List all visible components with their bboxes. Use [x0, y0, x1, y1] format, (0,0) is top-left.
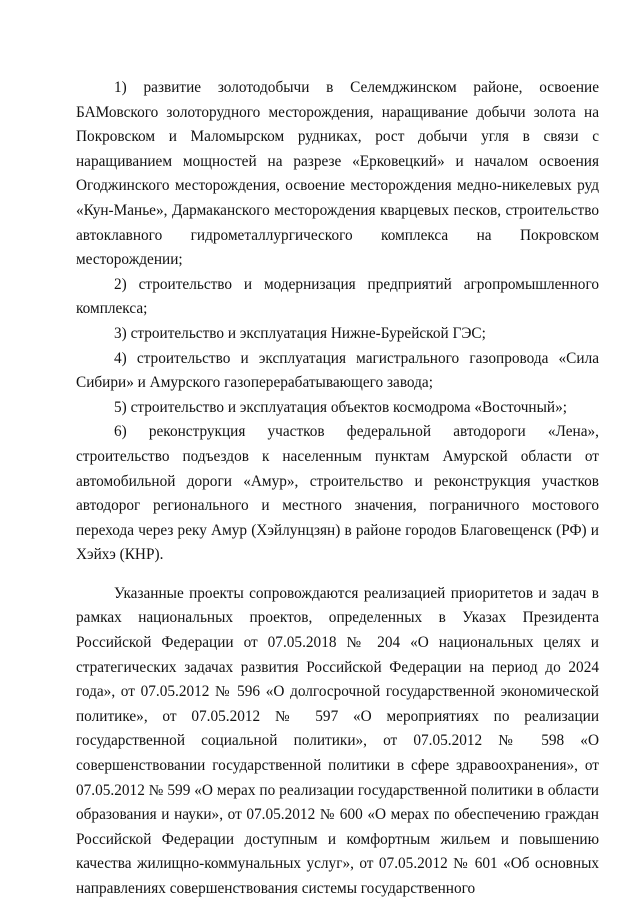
list-item-cosmodrome: 5) строительство и эксплуатация объектов космодрома «Восточный»;	[114, 398, 567, 416]
document-body	[76, 76, 599, 902]
list-item-hydro-power-plant: 3) строительство и эксплуатация Нижне-Бурейской ГЭС;	[114, 324, 486, 342]
list-item-agro-industry: 2) строительство и модернизация предприятий агропромышленного комплекса;	[76, 275, 599, 318]
paragraph-national-projects: Указанные проекты сопровождаются реализацией приоритетов и задач в рамках национальных проектов, определенных в Указах Президента Российской Федерации от 07.05.2018 № 204 «О национальных целях и стратегических задачах развития Российской Федерации на период до 2024 года», от 07.05.2012 № 596 «О долгосрочной государственной экономической политике», от 07.05.2012 № 597 «О мероприятиях по реализации государственной социальной политики», от 07.05.2012 № 598 «О совершенствовании государственной политики в сфере здравоохранения», от 07.05.2012 № 599 «О мерах по реализации государственной политики в области образования и науки», от 07.05.2012 № 600 «О мерах по обеспечению граждан Российской Федерации доступным и комфортным жильем и повышению качества жилищно-коммунальных услуг», от 07.05.2012 № 601 «Об основных направлениях совершенствования системы государственного	[76, 584, 599, 897]
list-item-gold-mining: 1) развитие золотодобычи в Селемджинском районе, освоение БАМовского золоторудного месторождения, наращивание добычи золота на Покровском и Маломырском рудниках, рост добычи угля в связи с наращиванием мощностей на разрезе «Ерковецкий» и началом освоения Огоджинского месторождения, освоение месторождения медно-никелевых руд «Кун-Манье», Дармаканского месторождения кварцевых песков, строительство автоклавного гидрометаллургического комплекса на Покровском месторождении;	[76, 79, 599, 269]
list-item-roads: 6) реконструкция участков федеральной автодороги «Лена», строительство подъездов к населенным пунктам Амурской области от автомобильной дороги «Амур», строительство и реконструкция участков автодорог регионального и местного значения, пограничного мостового перехода через реку Амур (Хэйлунцзян) в районе городов Благовещенск (РФ) и Хэйхэ (КНР).	[76, 423, 599, 564]
list-item-gas-pipeline: 4) строительство и эксплуатация магистрального газопровода «Сила Сибири» и Амурского газоперерабатывающего завода;	[76, 349, 599, 392]
